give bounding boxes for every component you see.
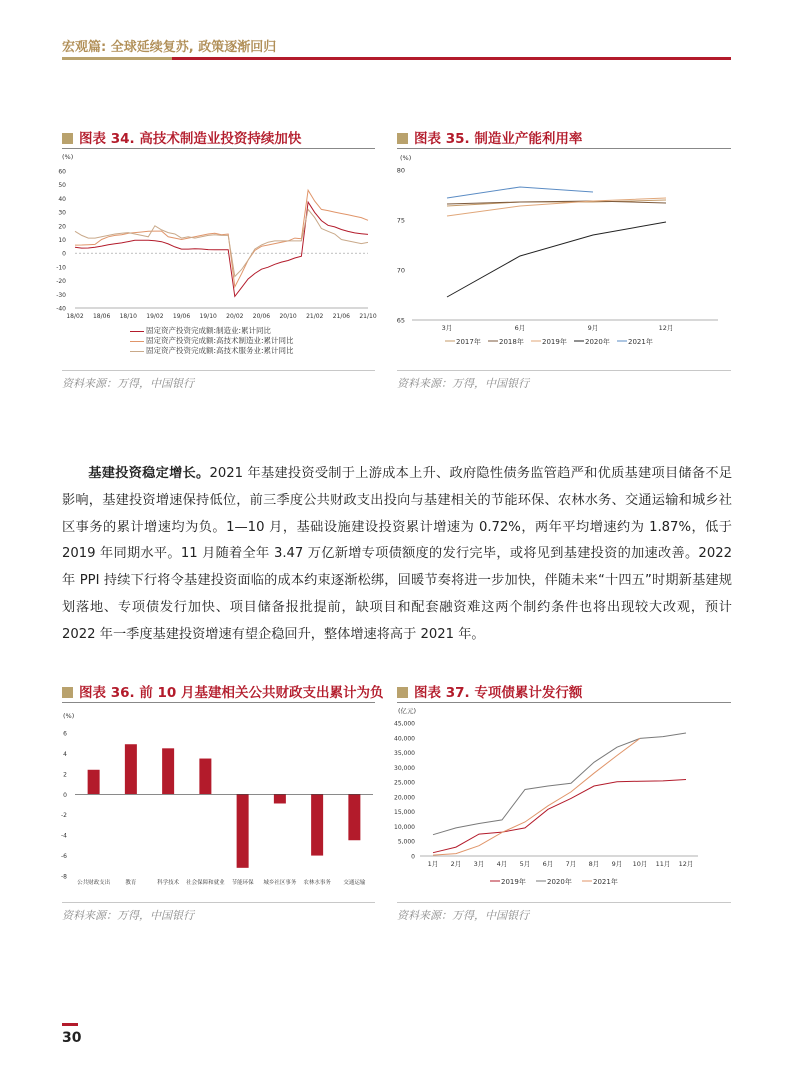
y-tick-label: 40	[58, 195, 66, 203]
figure-36-chart	[55, 704, 385, 896]
figure-37-source: 资料来源：万得，中国银行	[397, 909, 529, 922]
x-tick-label: 7月	[565, 860, 577, 868]
y-tick-label: -40	[56, 305, 66, 313]
series-line-4	[447, 187, 593, 198]
x-tick-label: 6月	[514, 324, 526, 332]
bar-3	[199, 759, 211, 795]
y-tick-label: 75	[396, 216, 405, 225]
legend-label: 固定资产投资完成额:高技术制造业:累计同比	[146, 336, 294, 345]
figure-37-chart	[390, 704, 735, 896]
y-tick-label: -30	[56, 291, 66, 299]
body-text: 2021 年基建投资受制于上游成本上升、政府隐性债务监管趋严和优质基建项目储备不足影响，基建投资增速保持低位，前三季度公共财政支出投向与基建相关的节能环保、农林水务、交通运输和城乡社区事务的累计增速均为负。1—10 月，基础设施建设投资累计增速为 0.72%，两年平均增速约为 1.87%，低于 2019 年同期水平。11 月随着全年 3.47 万亿新增专项债额度的发行完毕，或将见到基建投资的加速改善。2022 年 PPI 持续下行将令基建投资面临的成本约束逐渐松绑，回暖节奏将进一步加快，伴随未来“十四五”时期新基建规划落地、专项债发行加快、项目储备报批提前，缺项目和配套融资难这两个制约条件也将出现较大改观，预计 2022 年一季度基建投资增速有望企稳回升，整体增速将高于 2021 年。	[62, 466, 733, 642]
y-tick-label: 20,000	[394, 794, 415, 802]
series-line-1	[75, 190, 368, 287]
figure-35-bottom-rule	[397, 370, 731, 371]
y-tick-label: -10	[56, 264, 66, 272]
series-line-0	[75, 202, 368, 296]
legend-label: 2019年	[501, 878, 526, 886]
y-tick-label: 40,000	[394, 735, 415, 743]
x-tick-label: 21/10	[359, 313, 377, 320]
figure-36-title	[62, 681, 384, 701]
figure-34-title	[62, 127, 301, 147]
x-tick-label: 1月	[427, 860, 439, 868]
x-tick-label: 18/06	[92, 313, 111, 320]
x-tick-label: 9月	[611, 860, 623, 868]
category-label: 城乡社区事务	[263, 880, 297, 886]
y-tick-label: 50	[58, 182, 66, 190]
figure-34-chart	[50, 150, 380, 328]
category-label: 社会保障和就业	[186, 880, 225, 886]
x-tick-label: 12月	[658, 324, 674, 332]
figure-square-icon	[62, 133, 73, 144]
legend-label: 2020年	[547, 878, 572, 886]
body-lead: 基建投资稳定增长。	[88, 466, 210, 481]
x-tick-label: 12月	[678, 860, 694, 868]
legend-label: 固定资产投资完成额:高技术服务业:累计同比	[146, 346, 294, 355]
figure-35-title	[397, 127, 582, 147]
y-tick-label: 10,000	[394, 823, 415, 831]
y-tick-label: 65	[396, 316, 405, 325]
series-line-0	[433, 780, 686, 853]
legend-label: 2018年	[499, 338, 524, 346]
figure-square-icon	[397, 133, 408, 144]
body-paragraph	[62, 461, 732, 649]
y-tick-label: 5,000	[397, 838, 415, 846]
y-tick-label: 10	[58, 237, 66, 244]
series-line-3	[447, 222, 666, 297]
figure-35-top-rule	[397, 148, 731, 149]
x-tick-label: 11月	[655, 860, 671, 868]
y-tick-label: 2	[63, 771, 67, 779]
legend-swatch	[130, 351, 144, 352]
category-label: 公共财政支出	[77, 880, 111, 886]
y-tick-label: 6	[63, 730, 67, 738]
y-tick-label: 30,000	[394, 764, 415, 772]
x-tick-label: 18/10	[119, 313, 137, 320]
x-tick-label: 20/06	[252, 313, 271, 320]
header-rule-red	[172, 57, 731, 60]
figure-35-title-text: 图表 35. 制造业产能利用率	[414, 131, 583, 147]
page-number: 30	[62, 1030, 82, 1046]
bar-1	[125, 744, 137, 794]
figure-square-icon	[62, 687, 73, 698]
y-tick-label: 70	[396, 266, 405, 275]
page-number-bar	[62, 1023, 78, 1026]
figure-34-bottom-rule	[62, 370, 375, 371]
y-tick-label: 80	[396, 166, 405, 175]
figure-34-source: 资料来源：万得，中国银行	[62, 377, 194, 390]
y-tick-label: -8	[61, 873, 67, 881]
category-label: 教育	[125, 880, 137, 886]
x-tick-label: 18/02	[66, 313, 84, 320]
bar-4	[237, 794, 249, 868]
series-line-2	[433, 738, 640, 855]
y-axis-label: (%)	[63, 712, 75, 720]
figure-36-title-text: 图表 36. 前 10 月基建相关公共财政支出累计为负	[79, 685, 384, 701]
figure-34-title-text: 图表 34. 高技术制造业投资持续加快	[79, 131, 302, 147]
figure-37-title	[397, 681, 582, 701]
legend-label: 2017年	[456, 338, 481, 346]
y-axis-label: (%)	[62, 153, 74, 161]
x-tick-label: 21/06	[332, 313, 351, 320]
figure-square-icon	[397, 687, 408, 698]
y-tick-label: 45,000	[394, 720, 415, 728]
legend-label: 固定资产投资完成额:制造业:累计同比	[146, 326, 272, 335]
y-tick-label: 4	[63, 750, 67, 758]
figure-35-source: 资料来源：万得，中国银行	[397, 377, 529, 390]
figure-36-bottom-rule	[62, 902, 375, 903]
x-tick-label: 20/02	[226, 313, 244, 320]
y-axis-label: (%)	[400, 154, 412, 162]
x-tick-label: 19/10	[199, 313, 217, 320]
y-axis-label: (亿元)	[398, 707, 417, 715]
legend-label: 2020年	[585, 338, 610, 346]
bar-5	[274, 794, 286, 803]
x-tick-label: 10月	[632, 860, 648, 868]
figure-36-source: 资料来源：万得，中国银行	[62, 909, 194, 922]
y-tick-label: 0	[62, 250, 66, 258]
bar-6	[311, 794, 323, 855]
page-header-title: 宏观篇: 全球延续复苏, 政策逐渐回归	[62, 40, 277, 55]
category-label: 农林水事务	[303, 880, 331, 886]
y-tick-label: 35,000	[394, 750, 415, 758]
legend-label: 2021年	[628, 338, 653, 346]
x-tick-label: 19/06	[172, 313, 191, 320]
x-tick-label: 3月	[441, 324, 453, 332]
x-tick-label: 21/02	[306, 313, 324, 320]
figure-34-legend	[130, 326, 294, 356]
y-tick-label: -20	[56, 278, 66, 286]
x-tick-label: 5月	[519, 860, 531, 868]
figure-35-chart	[390, 150, 735, 350]
x-tick-label: 4月	[496, 860, 508, 868]
x-tick-label: 20/10	[279, 313, 297, 320]
y-tick-label: 0	[63, 791, 67, 799]
category-label: 科学技术	[157, 880, 180, 886]
y-tick-label: 0	[411, 853, 415, 861]
y-tick-label: 20	[58, 223, 66, 231]
legend-item	[130, 326, 294, 336]
bar-0	[88, 770, 100, 795]
y-tick-label: 30	[58, 209, 66, 217]
y-tick-label: -2	[61, 812, 67, 820]
series-line-1	[433, 733, 686, 835]
legend-label: 2021年	[593, 878, 618, 886]
x-tick-label: 8月	[588, 860, 600, 868]
figure-37-bottom-rule	[397, 902, 731, 903]
header-rule-gold	[62, 57, 172, 60]
figure-37-title-text: 图表 37. 专项债累计发行额	[414, 685, 583, 701]
legend-item	[130, 336, 294, 346]
y-tick-label: 15,000	[394, 809, 415, 817]
category-label: 交通运输	[343, 880, 366, 886]
x-tick-label: 9月	[587, 324, 599, 332]
x-tick-label: 6月	[542, 860, 554, 868]
y-tick-label: 60	[58, 168, 66, 176]
legend-swatch	[130, 341, 144, 342]
legend-swatch	[130, 331, 144, 332]
bar-7	[348, 794, 360, 840]
figure-36-top-rule	[62, 702, 375, 703]
legend-item	[130, 346, 294, 356]
y-tick-label: -4	[61, 832, 67, 840]
x-tick-label: 19/02	[146, 313, 164, 320]
figure-37-top-rule	[397, 702, 731, 703]
y-tick-label: 25,000	[394, 779, 415, 787]
y-tick-label: -6	[61, 853, 67, 861]
bar-2	[162, 748, 174, 794]
x-tick-label: 2月	[450, 860, 462, 868]
x-tick-label: 3月	[473, 860, 485, 868]
figure-34-top-rule	[62, 148, 375, 149]
category-label: 节能环保	[231, 880, 254, 886]
legend-label: 2019年	[542, 338, 567, 346]
